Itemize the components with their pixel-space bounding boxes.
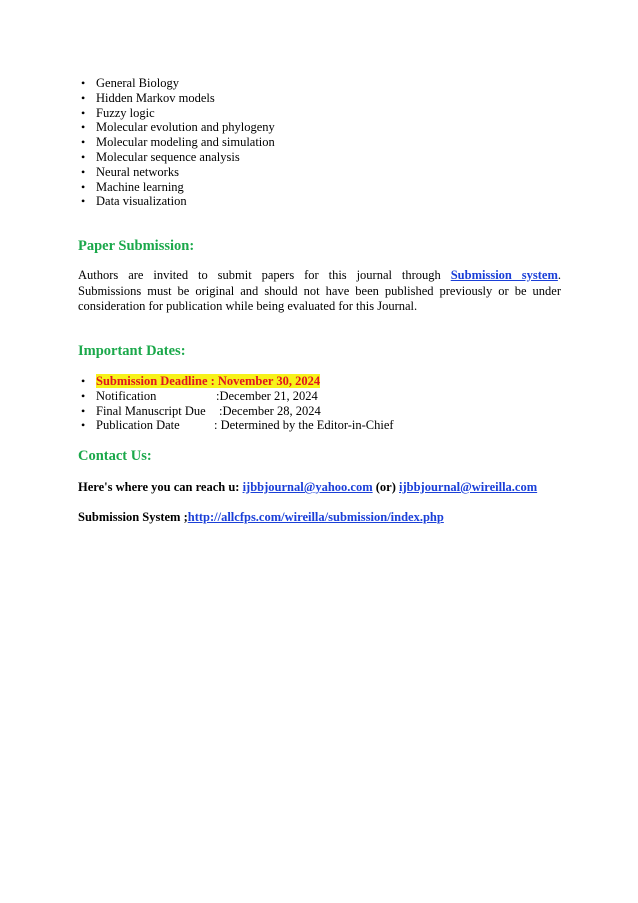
paragraph-line: consideration for publication while being evaluated for this Journal. [78,299,418,313]
date-item-submission [78,374,394,389]
list-item: • Hidden Markov models [78,91,275,106]
date-label: Publication Date [96,418,180,433]
submission-system-link[interactable]: Submission system [450,268,558,282]
submission-url-link[interactable]: http://allcfps.com/wireilla/submission/index.php [187,510,444,524]
email-link-yahoo[interactable]: ijbbjournal@yahoo.com [242,480,373,494]
highlighted-deadline [96,374,320,388]
submission-system-line [78,510,444,525]
list-item: • Data visualization [78,194,275,209]
contact-heading: Contact Us: [78,448,152,464]
paragraph-line: Submissions must be original and should not have been published previously or be under [78,283,561,298]
list-item: • Molecular sequence analysis [78,150,275,165]
date-label: Notification [96,388,157,403]
dates-list [78,374,394,433]
contact-text: (or) [372,480,399,494]
date-value: : Determined by the Editor-in-Chief [214,418,394,433]
email-link-wireilla[interactable]: ijbbjournal@wireilla.com [399,480,538,494]
list-item: • Molecular evolution and phylogeny [78,120,275,135]
date-label: Final Manuscript Due [96,403,206,418]
date-item-notification [78,389,394,404]
date-value: :December 28, 2024 [219,403,321,418]
important-dates-heading: Important Dates: [78,343,186,359]
paragraph-line [78,268,561,284]
date-value: :December 21, 2024 [216,388,318,403]
contact-line [78,480,537,495]
list-item: • General Biology [78,76,275,91]
date-item-final-manuscript [78,404,394,419]
paper-submission-heading: Paper Submission: [78,238,195,254]
date-value: November 30, 2024 [217,374,321,388]
paragraph-text: . [557,268,562,282]
list-item: • Machine learning [78,180,275,195]
date-label: Submission Deadline : [96,374,218,388]
paragraph-text: Authors are invited to submit papers for this journal through [78,268,441,282]
paper-submission-paragraph [78,268,561,315]
topics-list [78,76,275,209]
contact-text: Here's where you can reach u: [78,480,243,494]
list-item: • Fuzzy logic [78,106,275,121]
contact-text: Submission System ; [78,510,188,524]
list-item: • Molecular modeling and simulation [78,135,275,150]
list-item: • Neural networks [78,165,275,180]
date-item-publication [78,418,394,433]
